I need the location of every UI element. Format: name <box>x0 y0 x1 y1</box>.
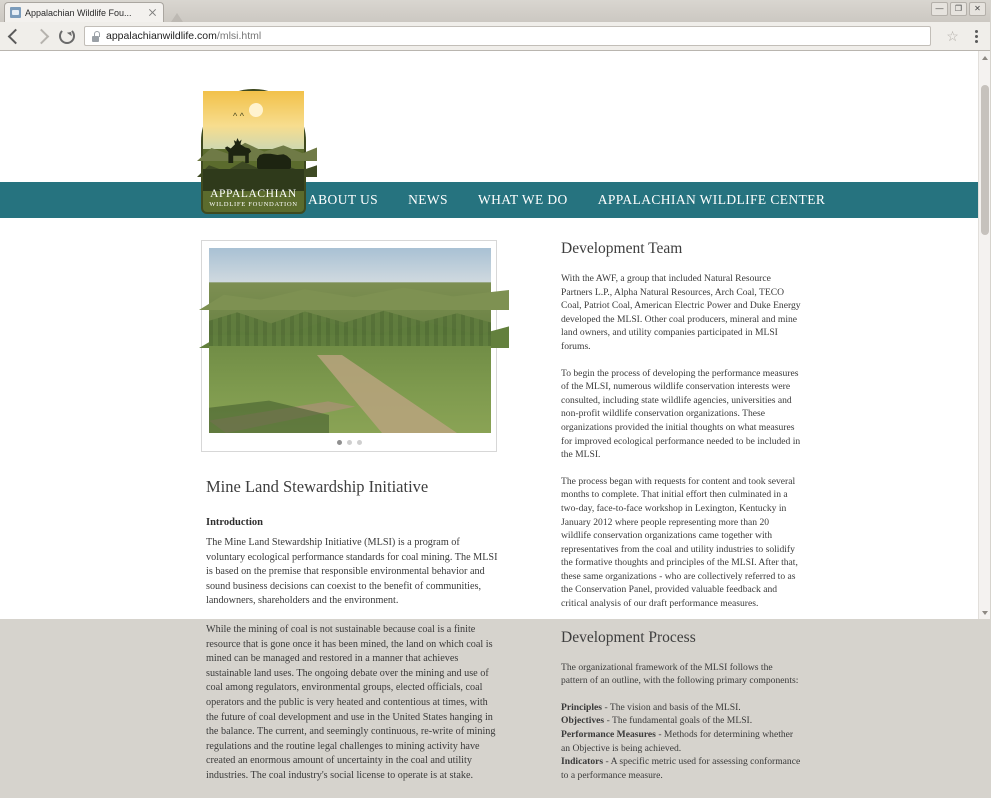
forward-button[interactable] <box>32 27 50 45</box>
close-window-icon: ✕ <box>974 4 981 13</box>
window-controls <box>931 2 986 16</box>
slider-dots <box>209 433 489 447</box>
site-header <box>0 51 978 182</box>
browser-menu-button[interactable] <box>968 27 984 45</box>
logo-wordmark <box>203 188 304 208</box>
tab-title: Appalachian Wildlife Fou... <box>25 7 132 18</box>
team-paragraph-1: With the AWF, a group that included Natural Resource Partners L.P., Alpha Natural Resources, Arch Coal, TECO Coal, Patriot Coal, American Electric Power and Duke Energy developed the MLSI. Other coal producers, mineral and mine land owners, and utility companies participated in MLSI forums. <box>561 273 801 352</box>
components-definition-list <box>561 701 801 783</box>
web-page <box>0 51 978 781</box>
slider-image <box>209 248 491 433</box>
site-logo[interactable] <box>201 89 306 214</box>
slider-dot-3[interactable] <box>357 440 362 445</box>
component-principles <box>561 701 801 715</box>
nav-item-appalachian-wildlife-center[interactable]: APPALACHIAN WILDLIFE CENTER <box>597 192 826 207</box>
site-favicon-icon <box>10 7 21 18</box>
browser-toolbar <box>0 22 990 51</box>
url-text <box>106 30 261 42</box>
right-column <box>561 240 811 798</box>
nav-item-what-we-do[interactable]: WHAT WE DO <box>477 192 568 207</box>
menu-dot <box>975 30 978 33</box>
close-window-button[interactable] <box>969 2 986 16</box>
menu-dot <box>975 40 978 43</box>
component-performance-measures <box>561 728 801 755</box>
process-intro-paragraph: The organizational framework of the MLSI follows the pattern of an outline, with the following primary components: <box>561 661 799 687</box>
component-term: Principles <box>561 701 603 713</box>
lock-icon <box>91 31 100 42</box>
heading-development-process: Development Process <box>561 628 696 646</box>
slider-sky <box>209 248 491 282</box>
minimize-icon: — <box>935 4 944 13</box>
heading-development-team: Development Team <box>561 240 683 257</box>
nav-item-news[interactable]: NEWS <box>408 192 448 207</box>
scroll-up-button[interactable] <box>979 51 991 64</box>
component-term: Indicators <box>561 756 604 768</box>
site-root <box>0 51 978 798</box>
component-indicators <box>561 755 801 782</box>
close-icon[interactable] <box>147 7 158 18</box>
url-path: /mlsi.html <box>216 30 262 42</box>
new-tab-button[interactable] <box>167 8 187 22</box>
logo-line-1: APPALACHIAN <box>210 188 297 200</box>
page-scrollbar[interactable] <box>978 51 990 619</box>
component-term: Objectives <box>561 715 605 727</box>
bird-icon: ^ ^ <box>233 111 244 121</box>
logo-line-2: WILDLIFE FOUNDATION <box>209 201 298 208</box>
slider-dot-2[interactable] <box>347 440 352 445</box>
maximize-button[interactable] <box>950 2 967 16</box>
reload-button[interactable] <box>58 27 76 45</box>
logo-sky <box>203 91 304 149</box>
left-column <box>201 240 531 798</box>
component-term: Performance Measures <box>561 729 656 741</box>
component-definition: - Methods for determining whether an Objective is being achieved. <box>561 729 794 754</box>
team-paragraph-3: The process began with requests for content and took several months to complete. That initial effort then culminated in a two-day, face-to-face workshop in Lexington, Kentucky in January 2012 where people representing more than 20 wildlife conservation organizations came together with representatives from the coal and utility industries to solidify the formative thoughts and principles of the MLSI. After that, these same organizations - who are collectively referred to as the Conservation Panel, provided valuable feedback and critical analysis of our draft performance measures. <box>561 475 798 610</box>
page-viewport <box>0 51 990 781</box>
image-slider[interactable] <box>201 240 497 452</box>
reload-icon <box>59 28 75 44</box>
address-bar[interactable] <box>84 26 931 46</box>
menu-dot <box>975 35 978 38</box>
sun-icon <box>249 103 263 117</box>
component-definition: - The vision and basis of the MLSI. <box>602 701 741 713</box>
bookmark-star-icon[interactable]: ☆ <box>946 27 959 44</box>
url-domain: appalachianwildlife.com <box>106 30 217 42</box>
logo-shield-icon <box>201 89 306 214</box>
page-title: Mine Land Stewardship Initiative <box>206 477 429 496</box>
tab-strip <box>0 0 990 22</box>
back-button[interactable] <box>6 27 24 45</box>
component-definition: - A specific metric used for assessing conformance to a performance measure. <box>561 756 801 781</box>
scrollbar-thumb[interactable] <box>981 85 989 235</box>
nav-item-about-us[interactable]: ABOUT US <box>308 192 379 207</box>
intro-paragraph-2: While the mining of coal is not sustainable because coal is a finite resource that is gone once it has been mined, the land on which coal is mined can be managed and restored in a manner that achieves sustainable land uses. The ongoing debate over the mining and use of coal among regulators, environmental groups, elected officials, coal operators and the public is very heated and contentious at times, with the future of coal development and use in the United States hanging in the balance. The current, and seemingly continuous, re-write of mining regulations and the routine legal challenges to mining activity have created an enormous amount of uncertainty in the coal and utility industries. The coal industry's social license to operate is at stake. <box>206 623 496 781</box>
page-content <box>0 218 978 798</box>
minimize-button[interactable] <box>931 2 948 16</box>
slider-treeline <box>209 304 491 346</box>
main-navigation <box>0 182 978 218</box>
intro-paragraph-1: The Mine Land Stewardship Initiative (MLSI) is a program of voluntary ecological performance standards for coal mining. The MLSI is based on the premise that responsible environmental behavior and sound business decisions can coexist to the benefit of communities, landowners, shareholders and the environment. <box>206 537 498 607</box>
component-definition: - The fundamental goals of the MLSI. <box>604 715 753 727</box>
section-heading-introduction: Introduction <box>206 517 263 528</box>
maximize-icon: ❐ <box>954 4 963 13</box>
browser-tab[interactable] <box>4 2 164 22</box>
team-paragraph-2: To begin the process of developing the performance measures of the MLSI, numerous wildlife conservation interests were consulted, including state wildlife agencies, universities and non-profit wildlife conservation organizations. These organizations provided the initial thoughts on what measures for improved ecological performance needed to be included in the MLSI. <box>561 367 801 461</box>
slider-dot-1[interactable] <box>337 440 342 445</box>
scroll-down-button[interactable] <box>979 606 991 619</box>
component-objectives <box>561 714 801 728</box>
